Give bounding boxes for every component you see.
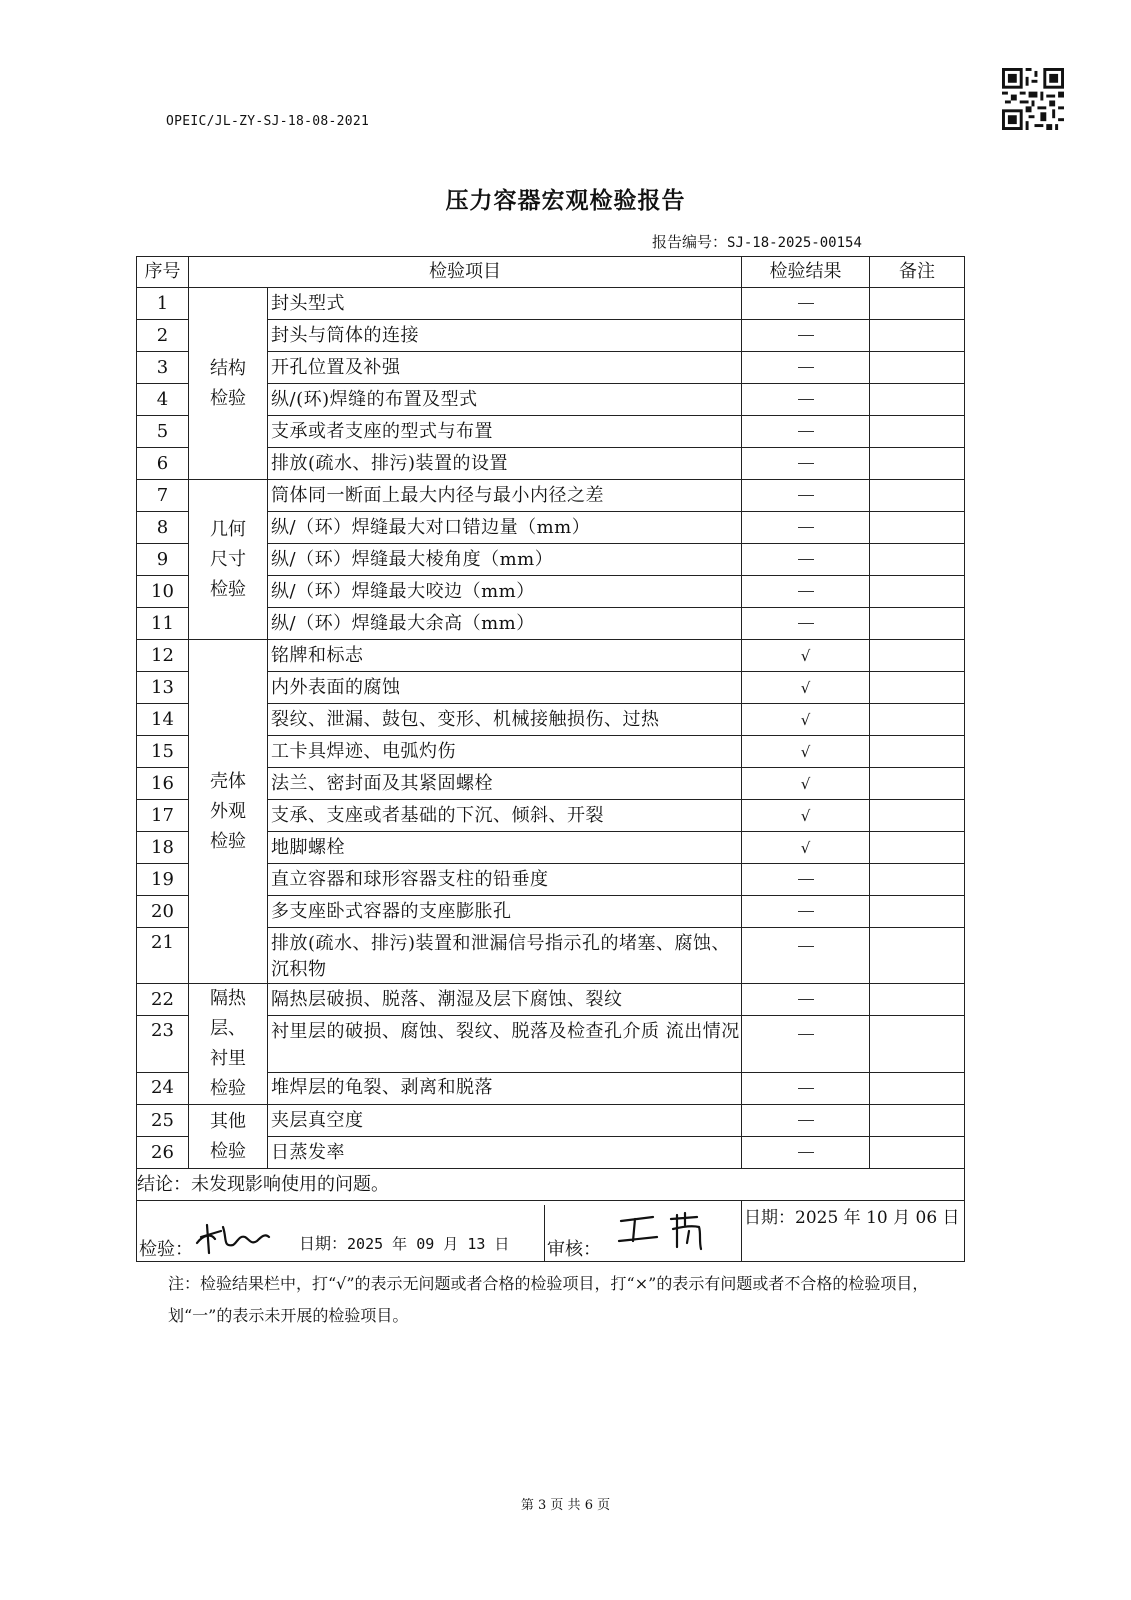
dash-mark bbox=[798, 431, 814, 432]
row-remark bbox=[870, 984, 965, 1016]
dash-mark bbox=[798, 303, 814, 304]
dash-mark bbox=[798, 559, 814, 560]
row-result bbox=[742, 984, 870, 1016]
dash-mark bbox=[798, 1120, 814, 1121]
row-item: 夹层真空度 bbox=[268, 1105, 742, 1137]
row-result bbox=[742, 736, 870, 768]
row-item: 封头与筒体的连接 bbox=[268, 320, 742, 352]
row-remark bbox=[870, 736, 965, 768]
check-mark: √ bbox=[800, 838, 811, 857]
row-remark bbox=[870, 672, 965, 704]
row-result bbox=[742, 1137, 870, 1169]
check-mark: √ bbox=[800, 806, 811, 825]
row-item: 多支座卧式容器的支座膨胀孔 bbox=[268, 896, 742, 928]
inspector-signature bbox=[193, 1217, 273, 1257]
row-result bbox=[742, 288, 870, 320]
row-item: 纵/（环）焊缝最大余高（mm） bbox=[268, 608, 742, 640]
row-number: 23 bbox=[137, 1016, 189, 1072]
dash-mark bbox=[798, 463, 814, 464]
row-result bbox=[742, 416, 870, 448]
row-remark bbox=[870, 1105, 965, 1137]
row-remark bbox=[870, 480, 965, 512]
category-other: 其他检验 bbox=[189, 1105, 268, 1169]
check-mark: √ bbox=[800, 710, 811, 729]
review-date: 日期：2025 年 10 月 06 日 bbox=[742, 1201, 965, 1262]
row-number: 7 bbox=[137, 480, 189, 512]
check-mark: √ bbox=[800, 646, 811, 665]
dash-mark bbox=[798, 911, 814, 912]
row-number: 10 bbox=[137, 576, 189, 608]
row-result bbox=[742, 704, 870, 736]
header-item: 检验项目 bbox=[189, 257, 742, 288]
category-appearance: 壳体外观检验 bbox=[189, 640, 268, 984]
category-structure: 结构检验 bbox=[189, 288, 268, 480]
dash-mark bbox=[798, 879, 814, 880]
row-remark bbox=[870, 1137, 965, 1169]
row-result bbox=[742, 832, 870, 864]
footnote: 注：检验结果栏中，打“√”的表示无问题或者合格的检验项目，打“×”的表示有问题或者不合格的检验项目，划“一”的表示未开展的检验项目。 bbox=[168, 1274, 929, 1325]
row-result bbox=[742, 544, 870, 576]
row-result bbox=[742, 864, 870, 896]
row-item: 地脚螺栓 bbox=[268, 832, 742, 864]
check-mark: √ bbox=[800, 678, 811, 697]
row-number: 22 bbox=[137, 984, 189, 1016]
row-remark bbox=[870, 640, 965, 672]
row-remark bbox=[870, 896, 965, 928]
inspect-date-value: 2025 年 09 月 13 日 bbox=[347, 1235, 510, 1253]
reviewer-label: 审核： bbox=[547, 1239, 601, 1260]
inspector-label: 检验： bbox=[139, 1239, 193, 1260]
row-result bbox=[742, 576, 870, 608]
report-number-label: 报告编号： bbox=[652, 233, 728, 251]
check-mark: √ bbox=[800, 774, 811, 793]
dash-mark bbox=[798, 367, 814, 368]
row-remark bbox=[870, 1016, 965, 1072]
check-mark: √ bbox=[800, 742, 811, 761]
table-row bbox=[137, 640, 965, 672]
row-number: 1 bbox=[137, 288, 189, 320]
row-item: 纵/（环）焊缝最大咬边（mm） bbox=[268, 576, 742, 608]
row-item: 纵/（环）焊缝最大对口错边量（mm） bbox=[268, 512, 742, 544]
row-item: 日蒸发率 bbox=[268, 1137, 742, 1169]
row-result bbox=[742, 768, 870, 800]
page-title: 压力容器宏观检验报告 bbox=[445, 187, 686, 214]
row-number: 20 bbox=[137, 896, 189, 928]
row-remark bbox=[870, 288, 965, 320]
row-number: 19 bbox=[137, 864, 189, 896]
row-number: 5 bbox=[137, 416, 189, 448]
conclusion-row bbox=[137, 1169, 965, 1201]
row-remark bbox=[870, 544, 965, 576]
row-item: 封头型式 bbox=[268, 288, 742, 320]
inspect-date-label: 日期： bbox=[299, 1234, 348, 1253]
row-item: 隔热层破损、脱落、潮湿及层下腐蚀、裂纹 bbox=[268, 984, 742, 1016]
row-remark bbox=[870, 704, 965, 736]
row-remark bbox=[870, 864, 965, 896]
inspection-table bbox=[136, 256, 965, 1262]
dash-mark bbox=[798, 946, 814, 947]
row-remark bbox=[870, 320, 965, 352]
row-number: 3 bbox=[137, 352, 189, 384]
row-item: 纵/（环）焊缝最大棱角度（mm） bbox=[268, 544, 742, 576]
row-number: 26 bbox=[137, 1137, 189, 1169]
row-item: 衬里层的破损、腐蚀、裂纹、脱落及检查孔介质 流出情况 bbox=[268, 1016, 742, 1072]
table-header-row bbox=[137, 257, 965, 288]
row-result bbox=[742, 672, 870, 704]
row-number: 8 bbox=[137, 512, 189, 544]
dash-mark bbox=[798, 527, 814, 528]
row-result bbox=[742, 1072, 870, 1104]
row-remark bbox=[870, 832, 965, 864]
row-item: 支承、支座或者基础的下沉、倾斜、开裂 bbox=[268, 800, 742, 832]
row-result bbox=[742, 480, 870, 512]
conclusion-text: 结论：未发现影响使用的问题。 bbox=[137, 1169, 965, 1201]
row-number: 13 bbox=[137, 672, 189, 704]
row-remark bbox=[870, 352, 965, 384]
report-number-value: SJ-18-2025-00154 bbox=[727, 235, 862, 251]
table-row bbox=[137, 984, 965, 1016]
row-number: 18 bbox=[137, 832, 189, 864]
row-item: 支承或者支座的型式与布置 bbox=[268, 416, 742, 448]
row-remark bbox=[870, 1072, 965, 1104]
row-remark bbox=[870, 416, 965, 448]
dash-mark bbox=[798, 399, 814, 400]
row-remark bbox=[870, 928, 965, 984]
row-number: 4 bbox=[137, 384, 189, 416]
row-number: 15 bbox=[137, 736, 189, 768]
row-item: 纵/(环)焊缝的布置及型式 bbox=[268, 384, 742, 416]
row-result bbox=[742, 896, 870, 928]
category-geometry: 几何尺寸检验 bbox=[189, 480, 268, 640]
row-number: 2 bbox=[137, 320, 189, 352]
row-remark bbox=[870, 448, 965, 480]
dash-mark bbox=[798, 623, 814, 624]
row-remark bbox=[870, 800, 965, 832]
row-item: 工卡具焊迹、电弧灼伤 bbox=[268, 736, 742, 768]
table-row bbox=[137, 288, 965, 320]
row-result bbox=[742, 1105, 870, 1137]
row-result bbox=[742, 384, 870, 416]
signature-row bbox=[137, 1201, 965, 1262]
row-result bbox=[742, 352, 870, 384]
row-result bbox=[742, 1016, 870, 1072]
header-result: 检验结果 bbox=[742, 257, 870, 288]
row-item: 内外表面的腐蚀 bbox=[268, 672, 742, 704]
dash-mark bbox=[798, 591, 814, 592]
row-number: 21 bbox=[137, 928, 189, 984]
reviewer-signature bbox=[601, 1207, 741, 1255]
dash-mark bbox=[798, 1034, 814, 1035]
row-item: 排放(疏水、排污)装置的设置 bbox=[268, 448, 742, 480]
header-remark: 备注 bbox=[870, 257, 965, 288]
row-result bbox=[742, 608, 870, 640]
dash-mark bbox=[798, 1152, 814, 1153]
row-number: 24 bbox=[137, 1072, 189, 1104]
inspector-cell bbox=[137, 1201, 742, 1262]
row-number: 14 bbox=[137, 704, 189, 736]
row-number: 9 bbox=[137, 544, 189, 576]
row-result bbox=[742, 928, 870, 984]
dash-mark bbox=[798, 335, 814, 336]
row-remark bbox=[870, 384, 965, 416]
row-number: 25 bbox=[137, 1105, 189, 1137]
row-remark bbox=[870, 768, 965, 800]
row-number: 11 bbox=[137, 608, 189, 640]
document-code: OPEIC/JL-ZY-SJ-18-08-2021 bbox=[166, 114, 370, 129]
row-number: 17 bbox=[137, 800, 189, 832]
row-result bbox=[742, 320, 870, 352]
page-number: 第 3 页 共 6 页 bbox=[520, 1498, 611, 1513]
row-result bbox=[742, 800, 870, 832]
report-number bbox=[652, 231, 862, 252]
row-item: 堆焊层的龟裂、剥离和脱落 bbox=[268, 1072, 742, 1104]
row-item: 法兰、密封面及其紧固螺栓 bbox=[268, 768, 742, 800]
row-result bbox=[742, 448, 870, 480]
table-row bbox=[137, 1105, 965, 1137]
dash-mark bbox=[798, 999, 814, 1000]
row-remark bbox=[870, 608, 965, 640]
qr-code-icon bbox=[1002, 68, 1064, 130]
dash-mark bbox=[798, 1088, 814, 1089]
row-result bbox=[742, 512, 870, 544]
inspect-date bbox=[299, 1233, 509, 1255]
category-lining: 隔热层、衬里检验 bbox=[189, 984, 268, 1105]
row-item: 裂纹、泄漏、鼓包、变形、机械接触损伤、过热 bbox=[268, 704, 742, 736]
header-seq: 序号 bbox=[137, 257, 189, 288]
row-number: 6 bbox=[137, 448, 189, 480]
dash-mark bbox=[798, 495, 814, 496]
row-number: 16 bbox=[137, 768, 189, 800]
table-row bbox=[137, 480, 965, 512]
row-item: 开孔位置及补强 bbox=[268, 352, 742, 384]
row-remark bbox=[870, 512, 965, 544]
row-item: 直立容器和球形容器支柱的铅垂度 bbox=[268, 864, 742, 896]
row-number: 12 bbox=[137, 640, 189, 672]
row-result bbox=[742, 640, 870, 672]
row-item: 排放(疏水、排污)装置和泄漏信号指示孔的堵塞、腐蚀、沉积物 bbox=[268, 928, 742, 984]
row-item: 铭牌和标志 bbox=[268, 640, 742, 672]
row-remark bbox=[870, 576, 965, 608]
row-item: 筒体同一断面上最大内径与最小内径之差 bbox=[268, 480, 742, 512]
